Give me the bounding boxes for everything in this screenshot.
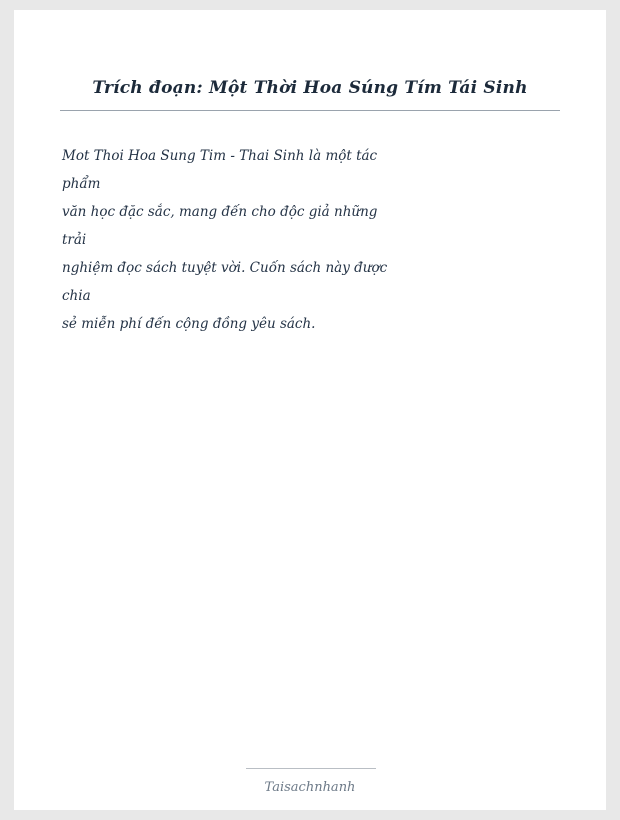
footer-credit: Taisachnhanh <box>264 780 356 795</box>
body-line: Mot Thoi Hoa Sung Tim - Thai Sinh là một tác <box>62 148 378 164</box>
page-title: Trích đoạn: Một Thời Hoa Súng Tím Tái Sinh <box>92 78 528 98</box>
footer-divider <box>246 768 376 769</box>
document-page <box>14 10 606 810</box>
title-divider <box>60 110 560 111</box>
body-line: nghiệm đọc sách tuyệt vời. Cuốn sách này được <box>62 260 388 276</box>
body-line: văn học đặc sắc, mang đến cho độc giả những <box>62 204 378 220</box>
body-line: phẩm <box>62 176 101 192</box>
body-line: trải <box>62 232 87 248</box>
document-body <box>62 142 552 338</box>
body-line: chia <box>62 288 91 304</box>
body-line: sẻ miễn phí đến cộng đồng yêu sách. <box>62 316 316 332</box>
